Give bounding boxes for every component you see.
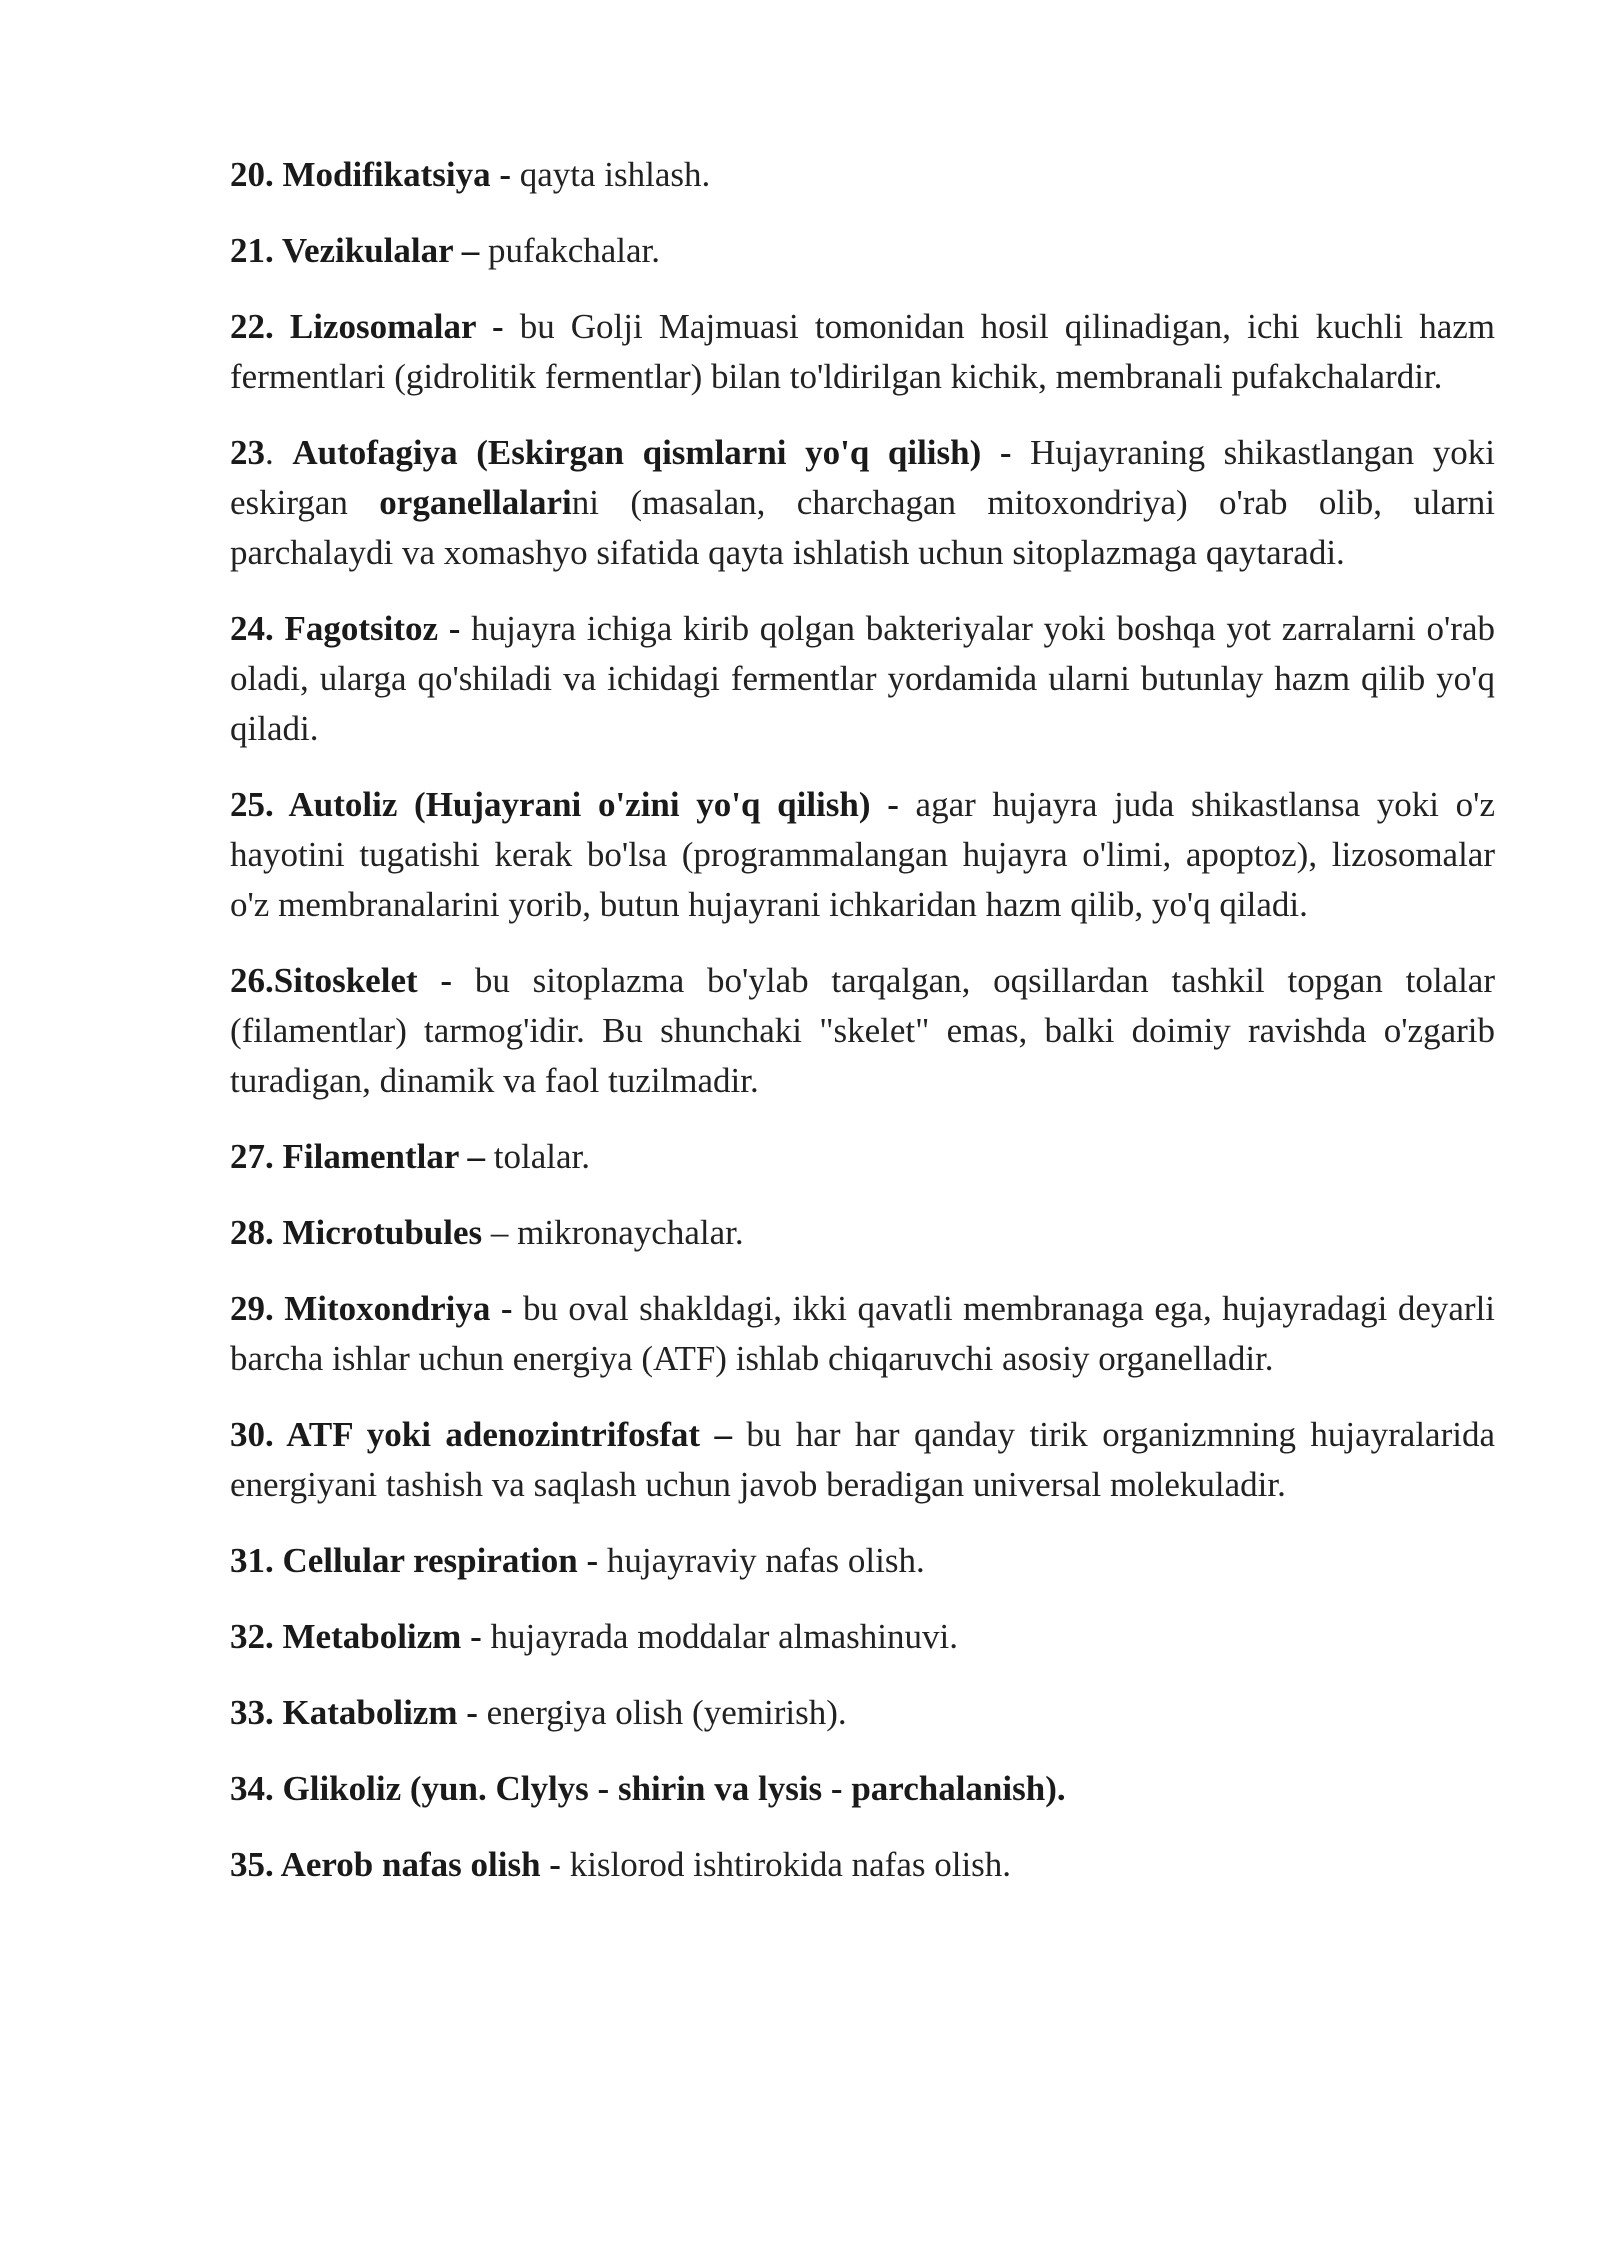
entry-definition: bu Golji Majmuasi tomonidan hosil qilinadigan, ichi kuchli hazm fermentlari (gidrolitik fermentlar) bilan to'ldirilgan kichik, membranali pufakchalardir.	[230, 307, 1496, 396]
entry-definition: pufakchalar.	[488, 231, 661, 270]
entry-separator: -	[870, 785, 916, 824]
entry-term: Glikoliz (yun. Clylys - shirin va lysis - parchalanish).	[282, 1769, 1066, 1808]
entry-number: 24.	[230, 609, 274, 648]
entry-separator: -	[417, 961, 475, 1000]
glossary-entry-30	[230, 1410, 1495, 1510]
entry-definition: bu sitoplazma bo'ylab tarqalgan, oqsillardan tashkil topgan tolalar (filamentlar) tarmog'idir. Bu shunchaki "skelet" emas, balki doimiy ravishda o'zgarib turadigan, dinamik va faol tuzilmadir.	[230, 961, 1496, 1100]
entry-definition: qayta ishlash.	[519, 155, 711, 194]
entry-separator: -	[540, 1845, 570, 1884]
glossary-entry-28	[230, 1208, 1495, 1258]
entry-number: 27.	[230, 1137, 274, 1176]
entry-definition: energiya olish (yemirish).	[486, 1693, 847, 1732]
entry-separator: –	[482, 1213, 518, 1252]
glossary-entry-20	[230, 150, 1495, 200]
entry-number: 21.	[230, 231, 274, 270]
glossary-entry-31	[230, 1536, 1495, 1586]
entry-number: 26.	[230, 961, 274, 1000]
entry-term: Mitoxondriya	[284, 1289, 491, 1328]
entry-number: 30.	[230, 1415, 274, 1454]
entry-definition: bu oval shakldagi, ikki qavatli membranaga ega, hujayradagi deyarli barcha ishlar uchun energiya (ATF) ishlab chiqaruvchi asosiy organelladir.	[230, 1289, 1496, 1378]
entry-number-dot: .	[265, 433, 274, 472]
entry-number: 35.	[230, 1845, 274, 1884]
entry-separator: -	[457, 1693, 487, 1732]
entry-separator: -	[475, 307, 520, 346]
entry-definition-continued: ni (masalan, charchagan mitoxondriya) o'rab olib, ularni parchalaydi va xomashyo sifatida qayta ishlatish uchun sitoplazmaga qaytaradi.	[230, 483, 1495, 572]
entry-number: 29.	[230, 1289, 274, 1328]
glossary-entry-21	[230, 226, 1495, 276]
glossary-entry-23	[230, 428, 1495, 578]
entry-definition: hujayrada moddalar almashinuvi.	[490, 1617, 958, 1656]
glossary-entry-32	[230, 1612, 1495, 1662]
entry-separator: -	[490, 1289, 523, 1328]
entry-term: Filamentlar	[282, 1137, 459, 1176]
entry-number: 23	[230, 433, 265, 472]
entry-definition: mikronaychalar.	[517, 1213, 744, 1252]
glossary-entry-26	[230, 956, 1495, 1106]
entry-number: 32.	[230, 1617, 274, 1656]
entry-separator: –	[458, 1137, 494, 1176]
entry-term: Cellular respiration	[282, 1541, 578, 1580]
entry-term: Lizosomalar	[289, 307, 476, 346]
entry-separator: -	[981, 433, 1031, 472]
entry-term: ATF yoki adenozintrifosfat	[286, 1415, 701, 1454]
entry-number: 25.	[230, 785, 274, 824]
entry-number: 34.	[230, 1769, 274, 1808]
entry-term: Sitoskelet	[273, 961, 418, 1000]
glossary-entry-27	[230, 1132, 1495, 1182]
entry-term: Modifikatsiya	[282, 155, 491, 194]
entry-term: Metabolizm	[282, 1617, 462, 1656]
entry-term: Autofagiya (Eskirgan qismlarni yo'q qilish)	[292, 433, 982, 472]
glossary-entry-29	[230, 1284, 1495, 1384]
entry-definition: hujayra ichiga kirib qolgan bakteriyalar yoki boshqa yot zarralarni o'rab oladi, ularga qo'shiladi va ichidagi fermentlar yordamida ularni butunlay hazm qilib yo'q qiladi.	[230, 609, 1496, 748]
entry-term: Katabolizm	[282, 1693, 458, 1732]
glossary-entry-33	[230, 1688, 1495, 1738]
glossary-entry-34	[230, 1764, 1495, 1814]
entry-term: Microtubules	[282, 1213, 483, 1252]
entry-term: Aerob nafas olish	[280, 1845, 541, 1884]
entry-term: Vezikulalar	[281, 231, 454, 270]
entry-definition: bu har har qanday tirik organizmning hujayralarida energiyani tashish va saqlash uchun javob beradigan universal molekuladir.	[230, 1415, 1496, 1504]
entry-definition: hujayraviy nafas olish.	[606, 1541, 925, 1580]
entry-number: 20.	[230, 155, 274, 194]
entry-separator: -	[577, 1541, 607, 1580]
entry-definition: kislorod ishtirokida nafas olish.	[569, 1845, 1012, 1884]
glossary-list	[230, 150, 1495, 1916]
entry-definition: Hujayraning shikastlangan yoki eskirgan	[230, 433, 1495, 522]
glossary-entry-24	[230, 604, 1495, 754]
entry-number: 22.	[230, 307, 274, 346]
entry-term: Fagotsitoz	[284, 609, 439, 648]
entry-definition: tolalar.	[493, 1137, 590, 1176]
entry-separator: –	[700, 1415, 747, 1454]
entry-number: 28.	[230, 1213, 274, 1252]
entry-definition: agar hujayra juda shikastlansa yoki o'z hayotini tugatishi kerak bo'lsa (programmalangan hujayra o'limi, apoptoz), lizosomalar o'z membranalarini yorib, butun hujayrani ichkaridan hazm qilib, yo'q qiladi.	[230, 785, 1496, 924]
glossary-entry-35	[230, 1840, 1495, 1890]
entry-separator: -	[490, 155, 520, 194]
entry-separator: –	[453, 231, 489, 270]
entry-definition-highlight: organellalari	[379, 483, 572, 522]
entry-separator: -	[461, 1617, 491, 1656]
entry-number: 31.	[230, 1541, 274, 1580]
entry-separator: -	[438, 609, 472, 648]
entry-number: 33.	[230, 1693, 274, 1732]
entry-term: Autoliz (Hujayrani o'zini yo'q qilish)	[288, 785, 871, 824]
glossary-entry-25	[230, 780, 1495, 930]
glossary-entry-22	[230, 302, 1495, 402]
